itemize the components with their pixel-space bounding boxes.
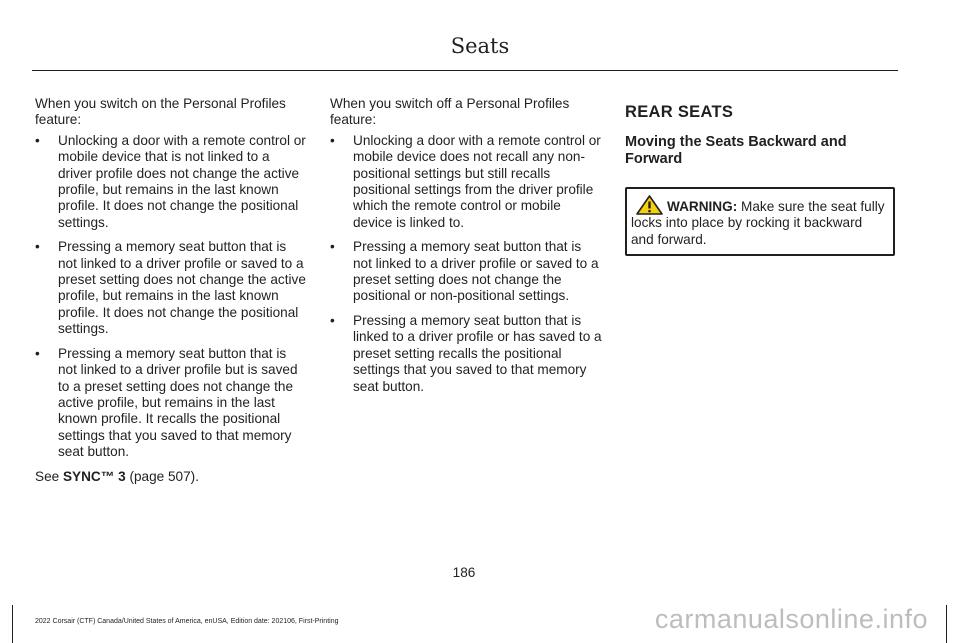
middle-column — [330, 96, 602, 403]
sync-cross-reference-link[interactable]: SYNC™ 3 — [62, 468, 126, 484]
warning-box — [625, 187, 895, 256]
see-prefix: See — [35, 468, 60, 484]
bullet-icon: • — [330, 239, 335, 255]
watermark: carmanualsonline.info — [654, 604, 928, 634]
see-page-ref: (page 507). — [129, 468, 199, 484]
page-title: Seats — [450, 34, 510, 58]
left-bullet-list — [35, 133, 307, 461]
bullet-icon: • — [330, 132, 335, 148]
list-item-text: Pressing a memory seat button that is not linked to a driver profile but is saved to a preset setting does not change the active profile, but remains in the last known profile. It recalls the positional settings that you saved to that memory seat button. — [58, 345, 298, 460]
warning-label: WARNING: — [667, 199, 738, 214]
middle-intro: When you switch off a Personal Profiles feature: — [330, 96, 570, 128]
warning-triangle-icon — [636, 195, 663, 215]
list-item-text: Pressing a memory seat button that is not linked to a driver profile or saved to a preset setting does not change the active profile, but remains in the last known profile. It does not change the positional settings. — [58, 239, 306, 337]
list-item — [330, 239, 602, 305]
list-item — [35, 239, 307, 337]
bullet-icon: • — [35, 132, 40, 148]
left-column — [35, 96, 307, 485]
subsection-heading: Moving the Seats Backward and Forward — [625, 134, 847, 167]
bullet-icon: • — [330, 312, 335, 328]
list-item — [330, 313, 602, 395]
section-heading: REAR SEATS — [625, 103, 734, 121]
list-item — [35, 346, 307, 461]
list-item — [35, 133, 307, 231]
right-column — [625, 96, 895, 256]
list-item-text: Unlocking a door with a remote control or mobile device that is not linked to a driver profile does not change the active profile, but remains in the last known profile. It does not change the positional settings. — [58, 132, 306, 230]
warning-text: Make sure the seat fully locks into place by rocking it backward and forward. — [631, 199, 885, 247]
list-item-text: Pressing a memory seat button that is linked to a driver profile or has saved to a preset setting recalls the positional settings that you saved to that memory seat button. — [353, 312, 602, 394]
page-number: 186 — [452, 565, 476, 580]
list-item-text: Pressing a memory seat button that is not linked to a driver profile or saved to a preset setting does not change the positional or non-positional settings. — [353, 239, 599, 304]
crop-mark-left — [12, 605, 13, 643]
list-item-text: Unlocking a door with a remote control or mobile device does not recall any non-positional settings but still recalls positional settings from the driver profile which the remote control or mobile device is linked to. — [353, 132, 601, 230]
middle-bullet-list — [330, 133, 602, 395]
header-divider — [32, 70, 898, 71]
left-intro: When you switch on the Personal Profiles feature: — [35, 96, 286, 128]
bullet-icon: • — [35, 239, 40, 255]
see-also-reference — [35, 469, 307, 485]
crop-mark-right — [946, 605, 947, 643]
list-item — [330, 133, 602, 231]
bullet-icon: • — [35, 345, 40, 361]
footer-edition-text: 2022 Corsair (CTF) Canada/United States of America, enUSA, Edition date: 202106, First-Printing — [35, 618, 339, 625]
